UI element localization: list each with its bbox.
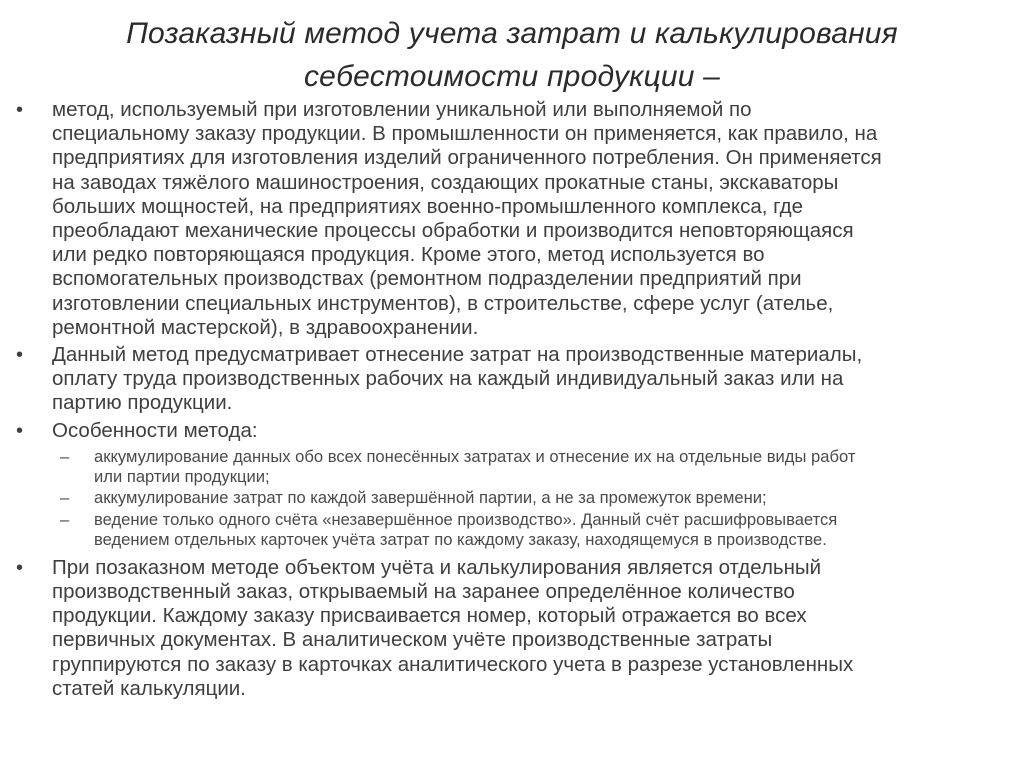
bullet-line: продукции. Каждому заказу присваивается номер, который отражается во всех [52,604,807,628]
bullet-line: или редко повторяющаяся продукция. Кроме этого, метод используется во [52,243,765,267]
slide-title [40,12,984,98]
bullet-marker: • [16,99,24,121]
bullet-line: больших мощностей, на предприятиях военно-промышленного комплекса, где [52,194,804,218]
bullet-marker: • [16,556,24,579]
bullet-line: оплату труда производственных рабочих на каждый индивидуальный заказ или на [52,367,844,391]
bullet-line: первичных документах. В аналитическом учёте производственные затраты [52,628,773,652]
sub-item-batch-costs [14,488,1014,508]
bullet-line: преобладают механические процессы обработки и производится неповторяющаяся [52,219,854,243]
bullet-item-cost-allocation [14,343,1014,416]
title-line-2: себестоимости продукции – [303,60,721,93]
bullet-line: ремонтной мастерской), в здравоохранении. [52,315,479,339]
dash-marker: – [60,446,70,466]
bullet-line: специальному заказу продукции. В промышленности он применяется, как правило, на [52,122,878,146]
bullet-line: При позаказном методе объектом учёта и калькулирования является отдельный [52,555,822,579]
sub-item-wip-account [14,510,1014,550]
sub-line: или партии продукции; [94,466,270,486]
sub-line: ведение только одного счёта «незавершённое производство». Данный счёт расшифровывается [94,510,838,530]
bullet-line: Особенности метода: [52,418,258,442]
bullet-marker: • [16,419,24,442]
sub-line: аккумулирование данных обо всех понесённых затратах и отнесение их на отдельные виды работ [94,446,856,466]
bullet-line: Данный метод предусматривает отнесение затрат на производственные материалы, [52,343,863,367]
bullet-line: статей калькуляции. [52,676,246,700]
dash-marker: – [60,488,70,508]
bullet-line: предприятиях для изготовления изделий ограниченного потребления. Он применяется [52,146,882,170]
bullet-line: изготовлении специальных инструментов), в строительстве, сфере услуг (ателье, [52,291,834,315]
bullet-item-features [14,419,1014,443]
features-sublist [14,447,1014,550]
sub-line: ведением отдельных карточек учёта затрат по каждому заказу, находящемуся в производстве. [94,530,827,550]
bullet-line: на заводах тяжёлого машиностроения, создающих прокатные станы, экскаваторы [52,170,839,194]
bullet-line: метод, используемый при изготовлении уникальной или выполняемой по [52,98,752,121]
bullet-item-definition [14,98,1014,340]
bullet-item-costing-object [14,556,1014,701]
bullet-line: группируются по заказу в карточках аналитического учета в разрезе установленных [52,652,854,676]
sub-item-accumulation [14,447,1014,487]
bullet-list [14,98,1014,704]
bullet-marker: • [16,344,24,367]
sub-line: аккумулирование затрат по каждой завершённой партии, а не за промежуток времени; [94,488,767,508]
bullet-line: производственный заказ, открываемый на заранее определённое количество [52,580,795,604]
dash-marker: – [60,510,70,530]
bullet-line: партию продукции. [52,391,233,415]
title-line-1: Позаказный метод учета затрат и калькулирования [126,17,898,50]
bullet-line: вспомогательных производствах (ремонтном подразделении предприятий при [52,267,802,291]
